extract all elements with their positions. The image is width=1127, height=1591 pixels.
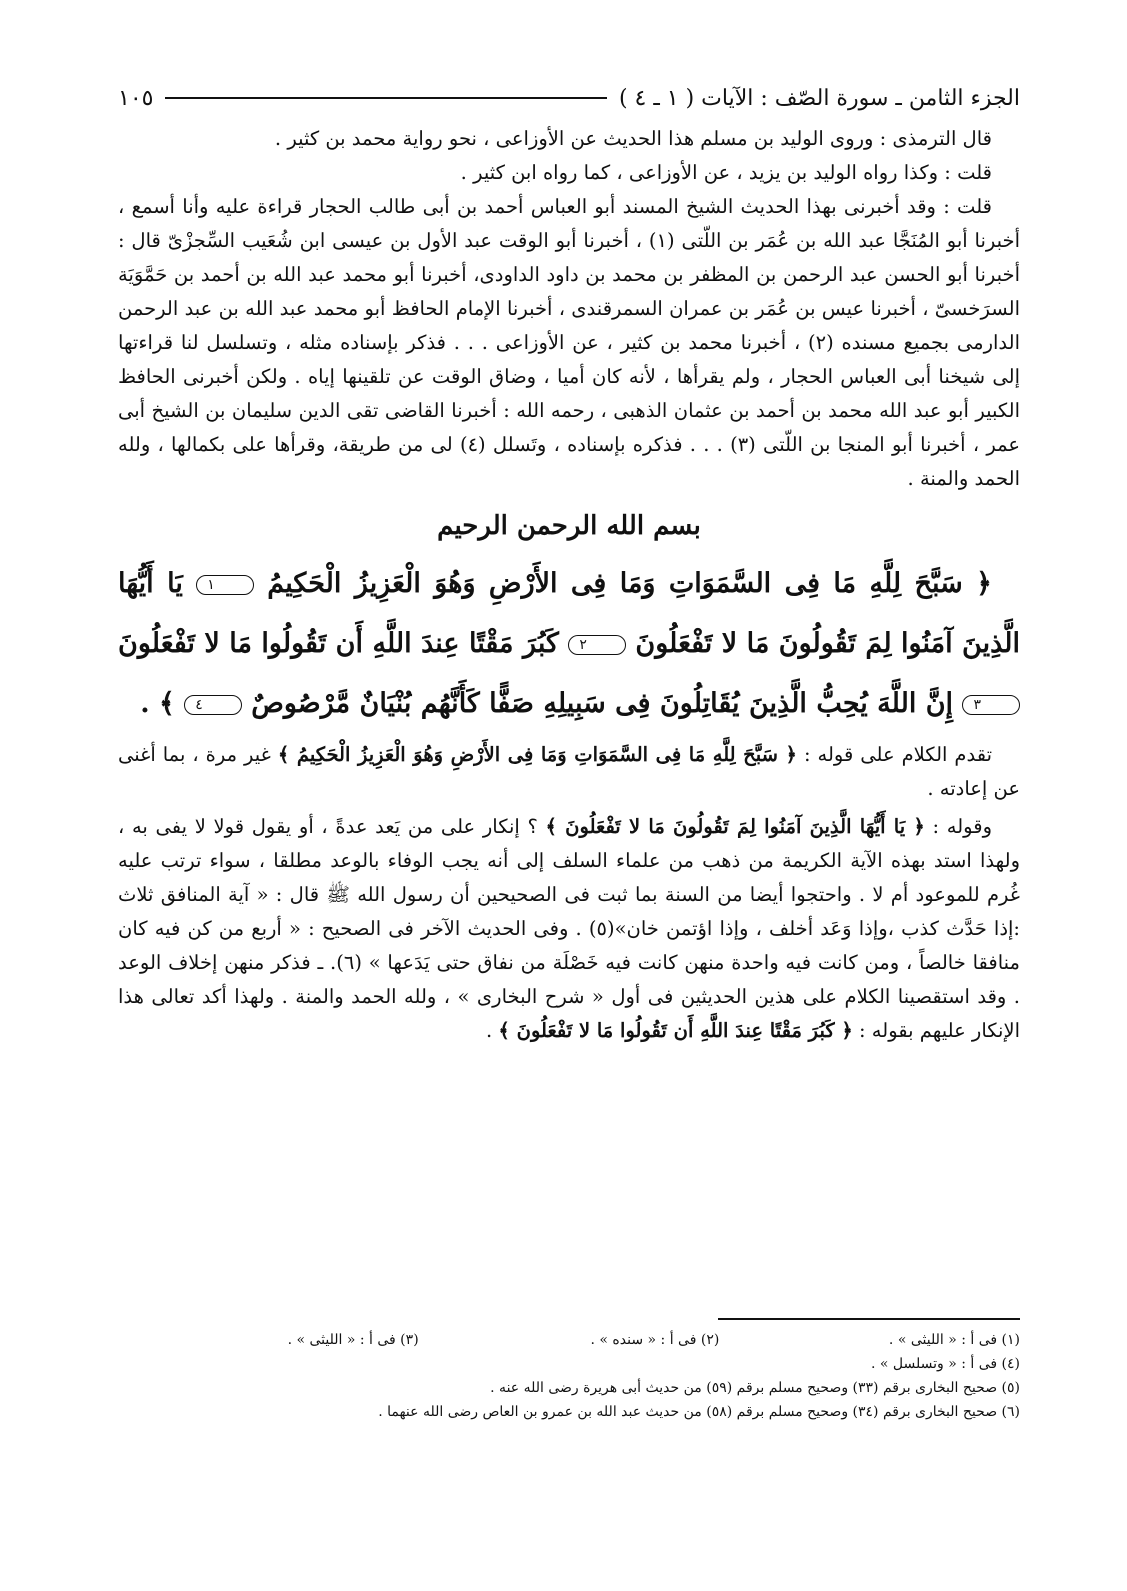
tafsir-2-intro: وقوله : xyxy=(932,815,992,838)
tafsir-2-end: . xyxy=(486,1019,493,1042)
footnotes xyxy=(118,1328,1020,1424)
footnote-3: (٣) فى أ : « الليثى » . xyxy=(287,1332,419,1348)
footnote-1: (١) فى أ : « الليثى » . xyxy=(888,1332,1020,1348)
header-rule xyxy=(165,97,606,99)
paragraph-tafsir-2 xyxy=(118,810,1020,1048)
footnote-4: (٤) فى أ : « وتسلسل » . xyxy=(870,1356,1020,1372)
verse-1-text: ﴿ سَبَّحَ لِلَّهِ مَا فِى السَّمَوَاتِ وَمَا فِى الأَرْضِ وَهُوَ الْعَزِيزُ الْحَكِيمُ xyxy=(267,568,992,599)
tafsir-1-rest: غير مرة ، بما أغنى عن إعادته . xyxy=(118,743,1020,800)
running-title: الجزء الثامن ـ سورة الصّف : الآيات ( ١ ـ ٤ ) xyxy=(618,85,1020,111)
verse-number-2: ٢ xyxy=(568,635,626,655)
verse-number-1: ١ xyxy=(196,575,254,595)
page-number: ١٠٥ xyxy=(118,85,154,111)
verse-number-4: ٤ xyxy=(184,695,242,715)
paragraph-isnad: قلت : وقد أخبرنى بهذا الحديث الشيخ المسند أبو العباس أحمد بن أبى طالب الحجار قراءة عليه وأنا أسمع ، أخبرنا أبو المُنَجَّا عبد الله بن عُمَر بن اللّتى (١) ، أخبرنا أبو الوقت عبد الأول بن عيسى ابن شُعَيب السِّجزْىّ قال : أخبرنا أبو الحسن عبد الرحمن بن المظفر بن محمد بن داود الداودى، أخبرنا أبو محمد عبد الله بن أحمد بن حَمَّوَيَة السرَخسىّ ، أخبرنا عيس بن عُمَر بن عمران السمرقندى ، أخبرنا الإمام الحافظ أبو محمد عبد الله بن عبد الرحمن الدارمى بجميع مسنده (٢) ، أخبرنا محمد بن كثير ، عن الأوزاعى . . . فذكر بإسناده مثله ، وتسلسل لنا قراءتها إلى شيخنا أبى العباس الحجار ، ولم يقرأها ، لأنه كان أميا ، وضاق الوقت عن تلقينها إياه . ولكن أخبرنى الحافظ الكبير أبو عبد الله محمد بن أحمد بن عثمان الذهبى ، رحمه الله : أخبرنا القاضى تقى الدين سليمان بن الشيخ أبى عمر ، أخبرنا أبو المنجا بن اللّتى (٣) . . . فذكره بإسناده ، وتَسلل (٤) لى من طريقة، وقرأها على بكمالها ، ولله الحمد والمنة . xyxy=(118,195,1021,490)
tafsir-2-quote: ﴿ يَا أَيُّهَا الَّذِينَ آمَنُوا لِمَ تَقُولُونَ مَا لا تَفْعَلُونَ ﴾ xyxy=(545,815,925,838)
footnote-6: (٦) صحيح البخارى برقم (٣٤) وصحيح مسلم برقم (٥٨) من حديث عبد الله بن عمرو بن العاص رضى الله عنهما . xyxy=(378,1404,1020,1420)
footnote-rule xyxy=(718,1318,1020,1320)
verse-2-text: يَا أَيُّهَا الَّذِينَ آمَنُوا لِمَ تَقُولُونَ مَا لا تَفْعَلُونَ xyxy=(118,568,1021,659)
tafsir-1-intro: تقدم الكلام على قوله : xyxy=(803,743,992,766)
verse-number-3: ٣ xyxy=(962,695,1020,715)
footnote-2: (٢) فى أ : « سنده » . xyxy=(590,1332,720,1348)
quran-verses xyxy=(118,554,1020,734)
basmala: بسم الله الرحمن الرحيم xyxy=(437,511,701,541)
footnote-row-1 xyxy=(118,1328,1020,1352)
page-body xyxy=(118,122,1020,1048)
footnote-5: (٥) صحيح البخارى برقم (٣٣) وصحيح مسلم برقم (٥٩) من حديث أبى هريرة رضى الله عنه . xyxy=(490,1380,1020,1396)
paragraph-tafsir-1 xyxy=(118,738,1020,806)
verse-3-text: كَبُرَ مَقْتًا عِندَ اللَّهِ أَن تَقُولُوا مَا لا تَفْعَلُونَ xyxy=(118,628,559,659)
page-header xyxy=(118,78,1020,118)
paragraph-walid: قلت : وكذا رواه الوليد بن يزيد ، عن الأوزاعى ، كما رواه ابن كثير . xyxy=(460,161,992,184)
verse-end-bracket: ﴾ . xyxy=(140,688,175,719)
tafsir-2-body: ؟ إنكار على من يَعد عدةً ، أو يقول قولا لا يفى به ، ولهذا استد بهذه الآية الكريمة من ذهب من علماء السلف إلى أنه يجب الوفاء بالوعد مطلقا ، سواء ترتب عليه غُرم للموعود أم لا . واحتجوا أيضا من السنة بما ثبت فى الصحيحين أن رسول الله ﷺ قال : « آية المنافق ثلاث :إذا حَدَّث كذب ،وإذا وَعَد أخلف ، وإذا اؤتمن خان»(٥) . وفى الحديث الآخر فى الصحيح : « أربع من كن فيه كان منافقا خالصاً ، ومن كانت فيه واحدة منهن كانت فيه خَصْلَة من نفاق حتى يَدَعها » (٦). ـ فذكر منهن إخلاف الوعد . وقد استقصينا الكلام على هذين الحديثين فى أول « شرح البخارى » ، ولله الحمد والمنة . ولهذا أكد تعالى هذا الإنكار عليهم بقوله : xyxy=(118,815,1020,1042)
verse-4-text: إِنَّ اللَّهَ يُحِبُّ الَّذِينَ يُقَاتِلُونَ فِى سَبِيلِهِ صَفًّا كَأَنَّهُم بُنْيَانٌ مَّرْصُوصٌ xyxy=(251,688,954,719)
tafsir-1-quote: ﴿ سَبَّحَ لِلَّهِ مَا فِى السَّمَوَاتِ وَمَا فِى الأَرْضِ وَهُوَ الْعَزِيزُ الْحَكِيمُ ﴾ xyxy=(277,743,797,766)
tafsir-2-quote-2: ﴿ كَبُرَ مَقْتًا عِندَ اللَّهِ أَن تَقُولُوا مَا لا تَفْعَلُونَ ﴾ xyxy=(498,1019,853,1042)
paragraph-tirmidhi: قال الترمذى : وروى الوليد بن مسلم هذا الحديث عن الأوزاعى ، نحو رواية محمد بن كثير . xyxy=(274,127,992,150)
